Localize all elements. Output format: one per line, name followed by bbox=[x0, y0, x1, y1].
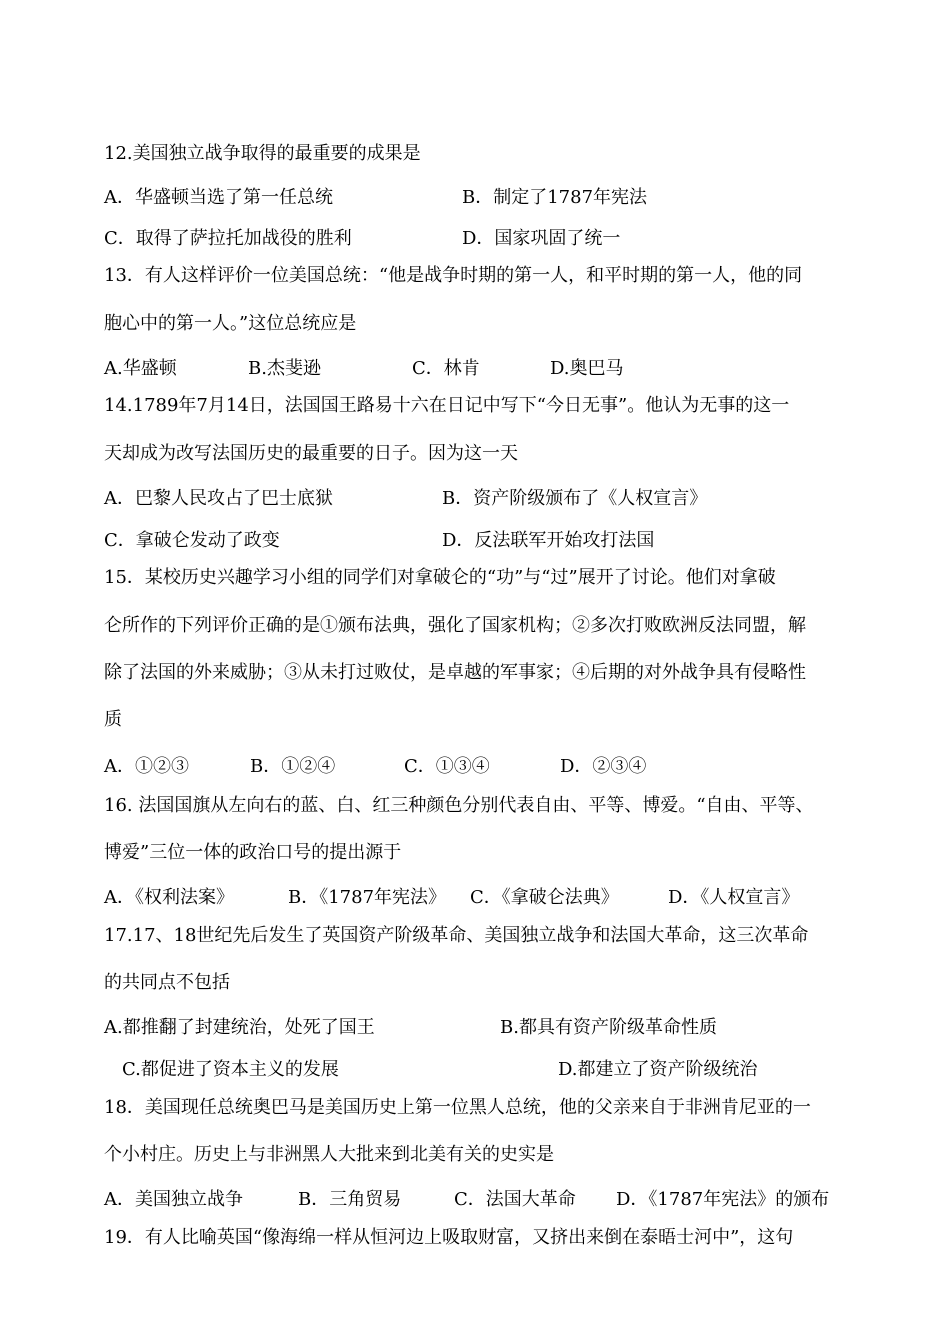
question-15-option-b: B．①②④ bbox=[250, 756, 336, 777]
question-17-option-a: A.都推翻了封建统治，处死了国王 bbox=[104, 1017, 375, 1038]
question-18-option-c: C．法国大革命 bbox=[454, 1189, 576, 1210]
question-14-option-c: C．拿破仑发动了政变 bbox=[104, 530, 280, 551]
question-18-stem-line-2: 个小村庄。历史上与非洲黑人大批来到北美有关的史实是 bbox=[104, 1144, 554, 1165]
question-12-option-b: B．制定了1787年宪法 bbox=[462, 187, 648, 208]
question-18-option-b: B．三角贸易 bbox=[298, 1189, 402, 1210]
question-13-option-b: B.杰斐逊 bbox=[248, 358, 321, 379]
question-17-option-d: D.都建立了资产阶级统治 bbox=[558, 1059, 758, 1080]
question-15-option-d: D．②③④ bbox=[560, 756, 647, 777]
question-18-stem-line-1: 18．美国现任总统奥巴马是美国历史上第一位黑人总统，他的父亲来自于非洲肯尼亚的一 bbox=[104, 1097, 811, 1118]
question-12-option-a: A．华盛顿当选了第一任总统 bbox=[104, 187, 333, 208]
question-16-option-d: D．《人权宣言》 bbox=[668, 887, 800, 908]
question-15-option-c: C．①③④ bbox=[404, 756, 490, 777]
question-12-option-d: D．国家巩固了统一 bbox=[462, 228, 621, 249]
question-15-stem-line-4: 质 bbox=[104, 709, 122, 730]
question-13-option-a: A.华盛顿 bbox=[104, 358, 177, 379]
question-18-option-d: D．《1787年宪法》的颁布 bbox=[616, 1189, 830, 1210]
question-16-option-b: B．《1787年宪法》 bbox=[288, 887, 447, 908]
question-16-option-a: A．《权利法案》 bbox=[104, 887, 234, 908]
question-19-stem-line-1: 19．有人比喻英国“像海绵一样从恒河边上吸取财富，又挤出来倒在泰晤士河中”，这句 bbox=[104, 1227, 794, 1248]
question-12-stem: 12.美国独立战争取得的最重要的成果是 bbox=[104, 143, 421, 164]
question-17-stem-line-1: 17.17、18世纪先后发生了英国资产阶级革命、美国独立战争和法国大革命，这三次革命 bbox=[104, 925, 809, 946]
question-14-stem-line-2: 天却成为改写法国历史的最重要的日子。因为这一天 bbox=[104, 443, 518, 464]
question-17-stem-line-2: 的共同点不包括 bbox=[104, 972, 230, 993]
question-14-option-d: D．反法联军开始攻打法国 bbox=[442, 530, 655, 551]
question-16-option-c: C．《拿破仑法典》 bbox=[470, 887, 619, 908]
question-14-option-a: A．巴黎人民攻占了巴士底狱 bbox=[104, 488, 333, 509]
question-17-option-b: B.都具有资产阶级革命性质 bbox=[500, 1017, 717, 1038]
question-13-option-d: D.奥巴马 bbox=[550, 358, 624, 379]
question-15-stem-line-1: 15．某校历史兴趣学习小组的同学们对拿破仑的“功”与“过”展开了讨论。他们对拿破 bbox=[104, 567, 776, 588]
question-18-option-a: A．美国独立战争 bbox=[104, 1189, 243, 1210]
question-17-option-c: C.都促进了资本主义的发展 bbox=[122, 1059, 339, 1080]
question-15-option-a: A．①②③ bbox=[104, 756, 189, 777]
question-15-stem-line-2: 仑所作的下列评价正确的是①颁布法典，强化了国家机构；②多次打败欧洲反法同盟，解 bbox=[104, 615, 806, 636]
question-14-option-b: B．资产阶级颁布了《人权宣言》 bbox=[442, 488, 708, 509]
question-12-option-c: C．取得了萨拉托加战役的胜利 bbox=[104, 228, 352, 249]
question-13-stem-line-2: 胞心中的第一人。”这位总统应是 bbox=[104, 313, 357, 334]
question-16-stem-line-1: 16. 法国国旗从左向右的蓝、白、红三种颜色分别代表自由、平等、博爱。“自由、平等、 bbox=[104, 795, 814, 816]
question-14-stem-line-1: 14.1789年7月14日，法国国王路易十六在日记中写下“今日无事”。他认为无事的这一 bbox=[104, 395, 790, 416]
question-13-option-c: C．林肯 bbox=[412, 358, 480, 379]
question-16-stem-line-2: 博爱”三位一体的政治口号的提出源于 bbox=[104, 842, 402, 863]
question-13-stem-line-1: 13．有人这样评价一位美国总统：“他是战争时期的第一人，和平时期的第一人，他的同 bbox=[104, 265, 803, 286]
question-15-stem-line-3: 除了法国的外来威胁；③从未打过败仗，是卓越的军事家；④后期的对外战争具有侵略性 bbox=[104, 662, 806, 683]
